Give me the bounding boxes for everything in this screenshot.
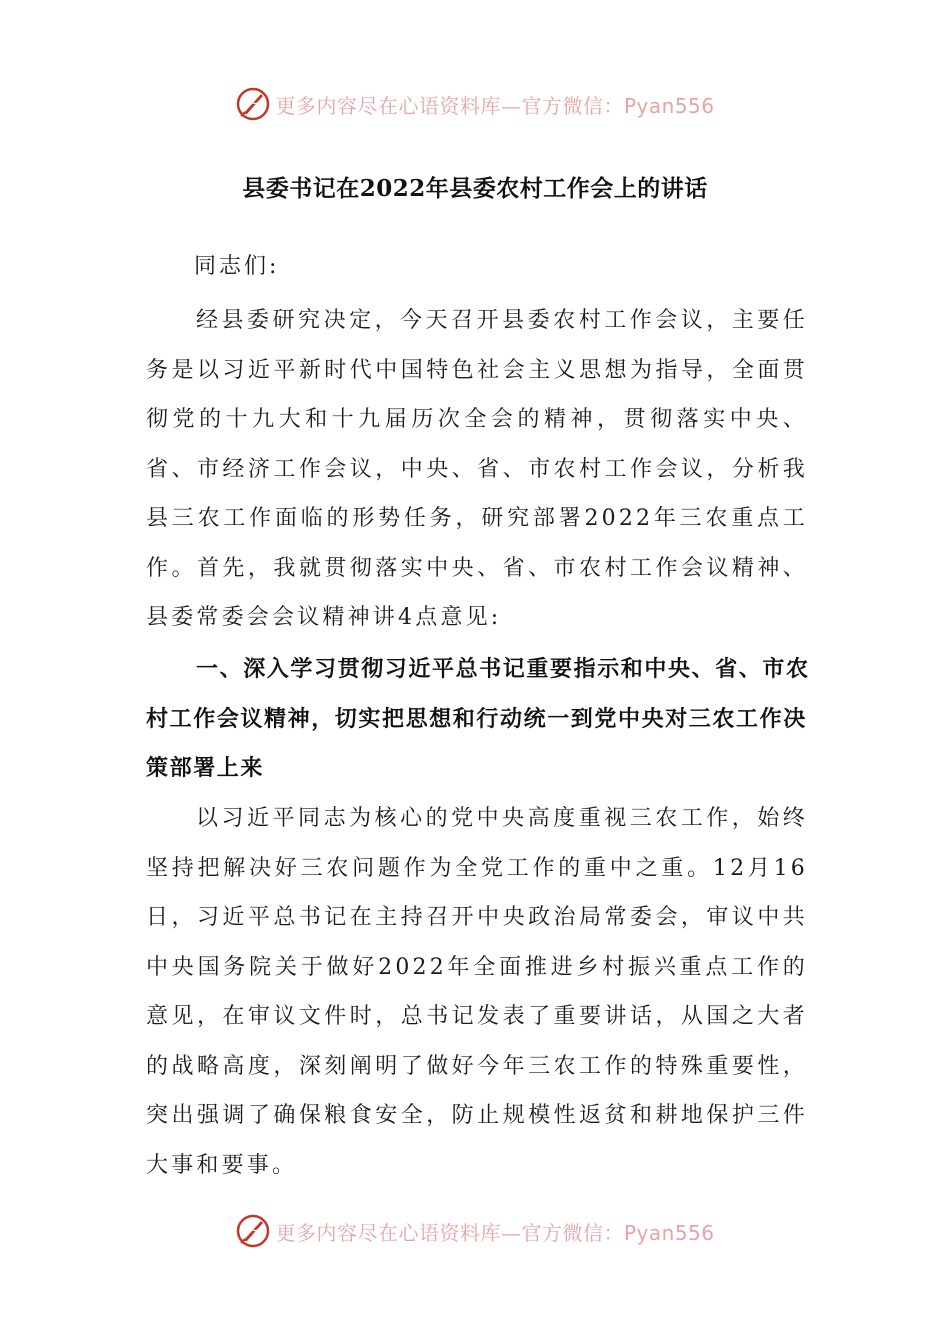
paragraph-section-1: 以习近平同志为核心的党中央高度重视三农工作，始终坚持把解决好三农问题作为全党工作的重中之重。12月16日，习近平总书记在主持召开中央政治局常委会，审议中共中央国务院关于做好2022年全面推进乡村振兴重点工作的意见，在审议文件时，总书记发表了重要讲话，从国之大者的战略高度，深刻阐明了做好今年三农工作的特殊重要性，突出强调了确保粮食安全，防止规模性返贫和耕地保护三件大事和要事。: [146, 806, 808, 1178]
paragraph-intro: 经县委研究决定，今天召开县委农村工作会议，主要任务是以习近平新时代中国特色社会主义思想为指导，全面贯彻党的十九大和十九届历次全会的精神，贯彻落实中央、省、市经济工作会议，中央、省、市农村工作会议，分析我县三农工作面临的形势任务，研究部署2022年三农重点工作。首先，我就贯彻落实中央、省、市农村工作会议精神、县委常委会会议精神讲4点意见:: [146, 308, 808, 630]
watermark-wechat-id: Pyan556: [623, 1220, 715, 1245]
watermark-header: [0, 84, 950, 124]
watermark-text: 更多内容尽在心语资料库—官方微信：Pyan556: [275, 1220, 715, 1245]
document-title: 县委书记在2022年县委农村工作会上的讲话: [242, 175, 708, 202]
quill-logo-icon: [235, 1213, 271, 1249]
watermark-text: 更多内容尽在心语资料库—官方微信：Pyan556: [275, 93, 715, 118]
greeting: 同志们:: [194, 254, 280, 279]
quill-logo-icon: [235, 86, 271, 122]
watermark-wechat-id: Pyan556: [623, 93, 715, 118]
watermark-footer: [0, 1211, 950, 1251]
section-heading-1: 一、深入学习贯彻习近平总书记重要指示和中央、省、市农村工作会议精神，切实把思想和行动统一到党中央对三农工作决策部署上来: [146, 657, 810, 781]
